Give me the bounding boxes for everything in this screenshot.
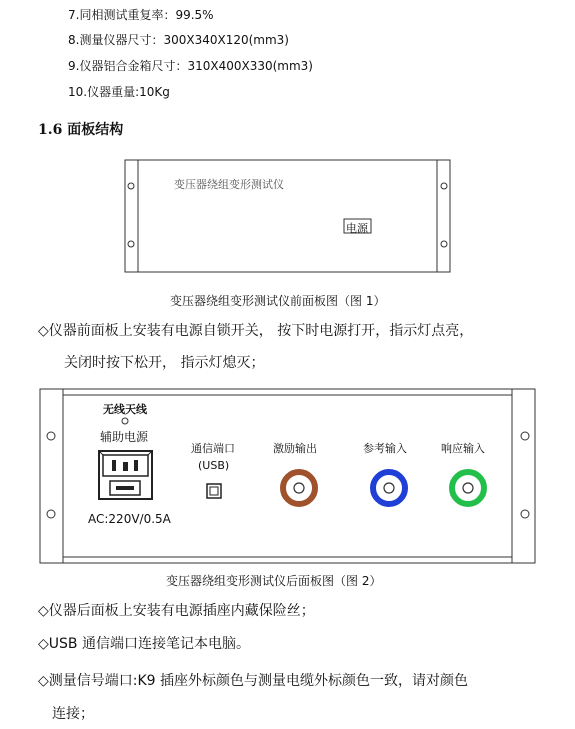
reference-input-label: 参考输入 bbox=[363, 442, 407, 455]
rear-panel-description: ◇仪器后面板上安装有电源插座内藏保险丝； bbox=[38, 603, 315, 619]
front-device-name: 变压器绕组变形测试仪 bbox=[174, 178, 284, 191]
response-input-label: 响应输入 bbox=[441, 442, 485, 455]
screw-hole bbox=[128, 183, 134, 189]
antenna-label: 无线天线 bbox=[103, 403, 147, 416]
screw-hole bbox=[128, 241, 134, 247]
power-switch-label: 电源 bbox=[346, 222, 368, 235]
reference-input-connector bbox=[373, 472, 405, 504]
usb-label: (USB) bbox=[198, 459, 230, 472]
aux-power-label: 辅助电源 bbox=[100, 430, 149, 444]
spec-item: 8.测量仪器尺寸：300X340X120(mm3) bbox=[68, 33, 289, 47]
antenna-indicator bbox=[122, 418, 128, 424]
screw-hole bbox=[441, 183, 447, 189]
spec-item: 7.同相测试重复率：99.5% bbox=[68, 8, 214, 22]
excite-output-label: 激励输出 bbox=[273, 442, 317, 455]
ac-rating-label: AC:220V/0.5A bbox=[88, 512, 171, 526]
signal-port-description: ◇测量信号端口:K9 插座外标颜色与测量电缆外标颜色一致，请对颜色 bbox=[38, 673, 469, 689]
screw-hole bbox=[441, 241, 447, 247]
response-input-connector bbox=[452, 472, 484, 504]
comm-port-label: 通信端口 bbox=[191, 442, 235, 455]
rear-panel-caption: 变压器绕组变形测试仪后面板图（图 2） bbox=[166, 574, 382, 588]
usb-description: ◇USB 通信端口连接笔记本电脑。 bbox=[38, 636, 250, 652]
screw-hole bbox=[521, 432, 529, 440]
screw-hole bbox=[521, 510, 529, 518]
section-heading: 1.6 面板结构 bbox=[38, 122, 124, 138]
spec-item: 9.仪器铝合金箱尺寸：310X400X330(mm3) bbox=[68, 59, 313, 73]
excite-output-connector bbox=[283, 472, 315, 504]
usb-port bbox=[207, 484, 221, 498]
front-panel-caption: 变压器绕组变形测试仪前面板图（图 1） bbox=[170, 294, 386, 308]
front-panel-description: 关闭时按下松开， 指示灯熄灭； bbox=[64, 355, 265, 371]
front-panel-description: ◇仪器前面板上安装有电源自锁开关， 按下时电源打开，指示灯点亮， bbox=[38, 323, 474, 339]
signal-port-description: 连接； bbox=[52, 706, 94, 722]
screw-hole bbox=[47, 432, 55, 440]
power-socket bbox=[99, 451, 152, 499]
spec-item: 10.仪器重量:10Kg bbox=[68, 85, 170, 99]
screw-hole bbox=[47, 510, 55, 518]
